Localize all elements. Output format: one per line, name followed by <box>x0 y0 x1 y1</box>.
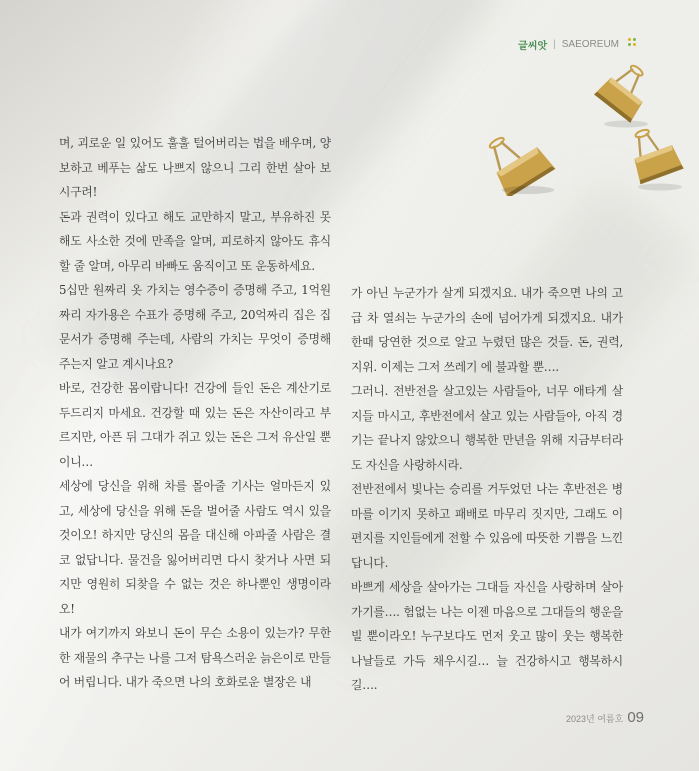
binder-clip-icon <box>626 124 694 194</box>
binder-clip-icon <box>590 64 660 130</box>
paragraph: 그러니. 전반전을 살고있는 사람들아, 너무 애타게 살지들 마시고, 후반전에서 살고 있는 사람들아, 아직 경기는 끝나지 않았으니 행복한 만년을 위해 지금부터라도 자신을 사랑하시라. <box>351 384 623 472</box>
section-label: SAEOREUM <box>561 39 619 50</box>
paragraph: 며, 괴로운 일 있어도 훌훌 털어버리는 법을 배우며, 양보하고 베푸는 삶도 나쁘지 않으니 그리 한번 살아 보시구려! <box>59 136 331 199</box>
page-number: 09 <box>627 709 644 726</box>
right-column <box>351 281 623 698</box>
section-header <box>518 37 619 52</box>
brand-label: 글씨앗 <box>518 41 548 52</box>
issue-label: 2023년 여름호 <box>566 714 624 724</box>
paragraph: 가 아닌 누군가가 살게 되겠지요. 내가 죽으면 나의 고급 차 열쇠는 누군가의 손에 넘어가게 되겠지요. 내가 한때 당연한 것으로 알고 누렸던 많은 것들. 돈, 권력, 지위. 이제는 그저 쓰레기 에 불과할 뿐…. <box>351 286 623 374</box>
binder-clip-icon <box>484 124 564 196</box>
paragraph: 내가 여기까지 와보니 돈이 무슨 소용이 있는가? 무한한 재물의 추구는 나를 그저 탐욕스러운 늙은이로 만들어 버립니다. 내가 죽으면 나의 호화로운 별장은 내 <box>59 626 331 689</box>
paragraph: 바로, 건강한 몸이랍니다! 건강에 들인 돈은 계산기로 두드리지 마세요. 건강할 때 있는 돈은 자산이라고 부르지만, 아픈 뒤 그대가 쥐고 있는 돈은 그저 유산일 뿐이니… <box>59 381 331 469</box>
paragraph: 5십만 원짜리 옷 가치는 영수증이 증명해 주고, 1억원짜리 자가용은 수표가 증명해 주고, 20억짜리 집은 집문서가 증명해 주는데, 사람의 가치는 무엇이 증명해 주는지 알고 계시나요? <box>59 283 331 371</box>
paragraph: 바쁘게 세상을 살아가는 그대들 자신을 사랑하며 살아가기를…. 험없는 나는 이젠 마음으로 그대들의 행운을 빌 뿐이라오! 누구보다도 먼저 웃고 많이 웃는 행복한 나날들로 가득 채우시길… 늘 건강하시고 행복하시길…. <box>351 580 623 692</box>
left-column <box>59 131 331 695</box>
paragraph: 전반전에서 빛나는 승리를 거두었던 나는 후반전은 병마를 이기지 못하고 패배로 마무리 짓지만, 그래도 이 편지를 지인들에게 전할 수 있음에 따뜻한 기쁨을 느낀답니다. <box>351 482 623 570</box>
header-separator: | <box>553 39 556 50</box>
page-footer <box>566 709 644 726</box>
dots-icon <box>628 38 637 47</box>
paragraph: 세상에 당신을 위해 차를 몰아줄 기사는 얼마든지 있고, 세상에 당신을 위해 돈을 벌어줄 사람도 역시 있을 것이오! 하지만 당신의 몸을 대신해 아파줄 사람은 결코 없답니다. 물건을 잃어버리면 다시 찾거나 사면 되지만 영원히 되찾을 수 없는 것은 하나뿐인 생명이라오! <box>59 479 331 616</box>
paragraph: 돈과 권력이 있다고 해도 교만하지 말고, 부유하진 못해도 사소한 것에 만족을 알며, 피로하지 않아도 휴식할 줄 알며, 아무리 바빠도 움직이고 또 운동하세요. <box>59 209 331 273</box>
